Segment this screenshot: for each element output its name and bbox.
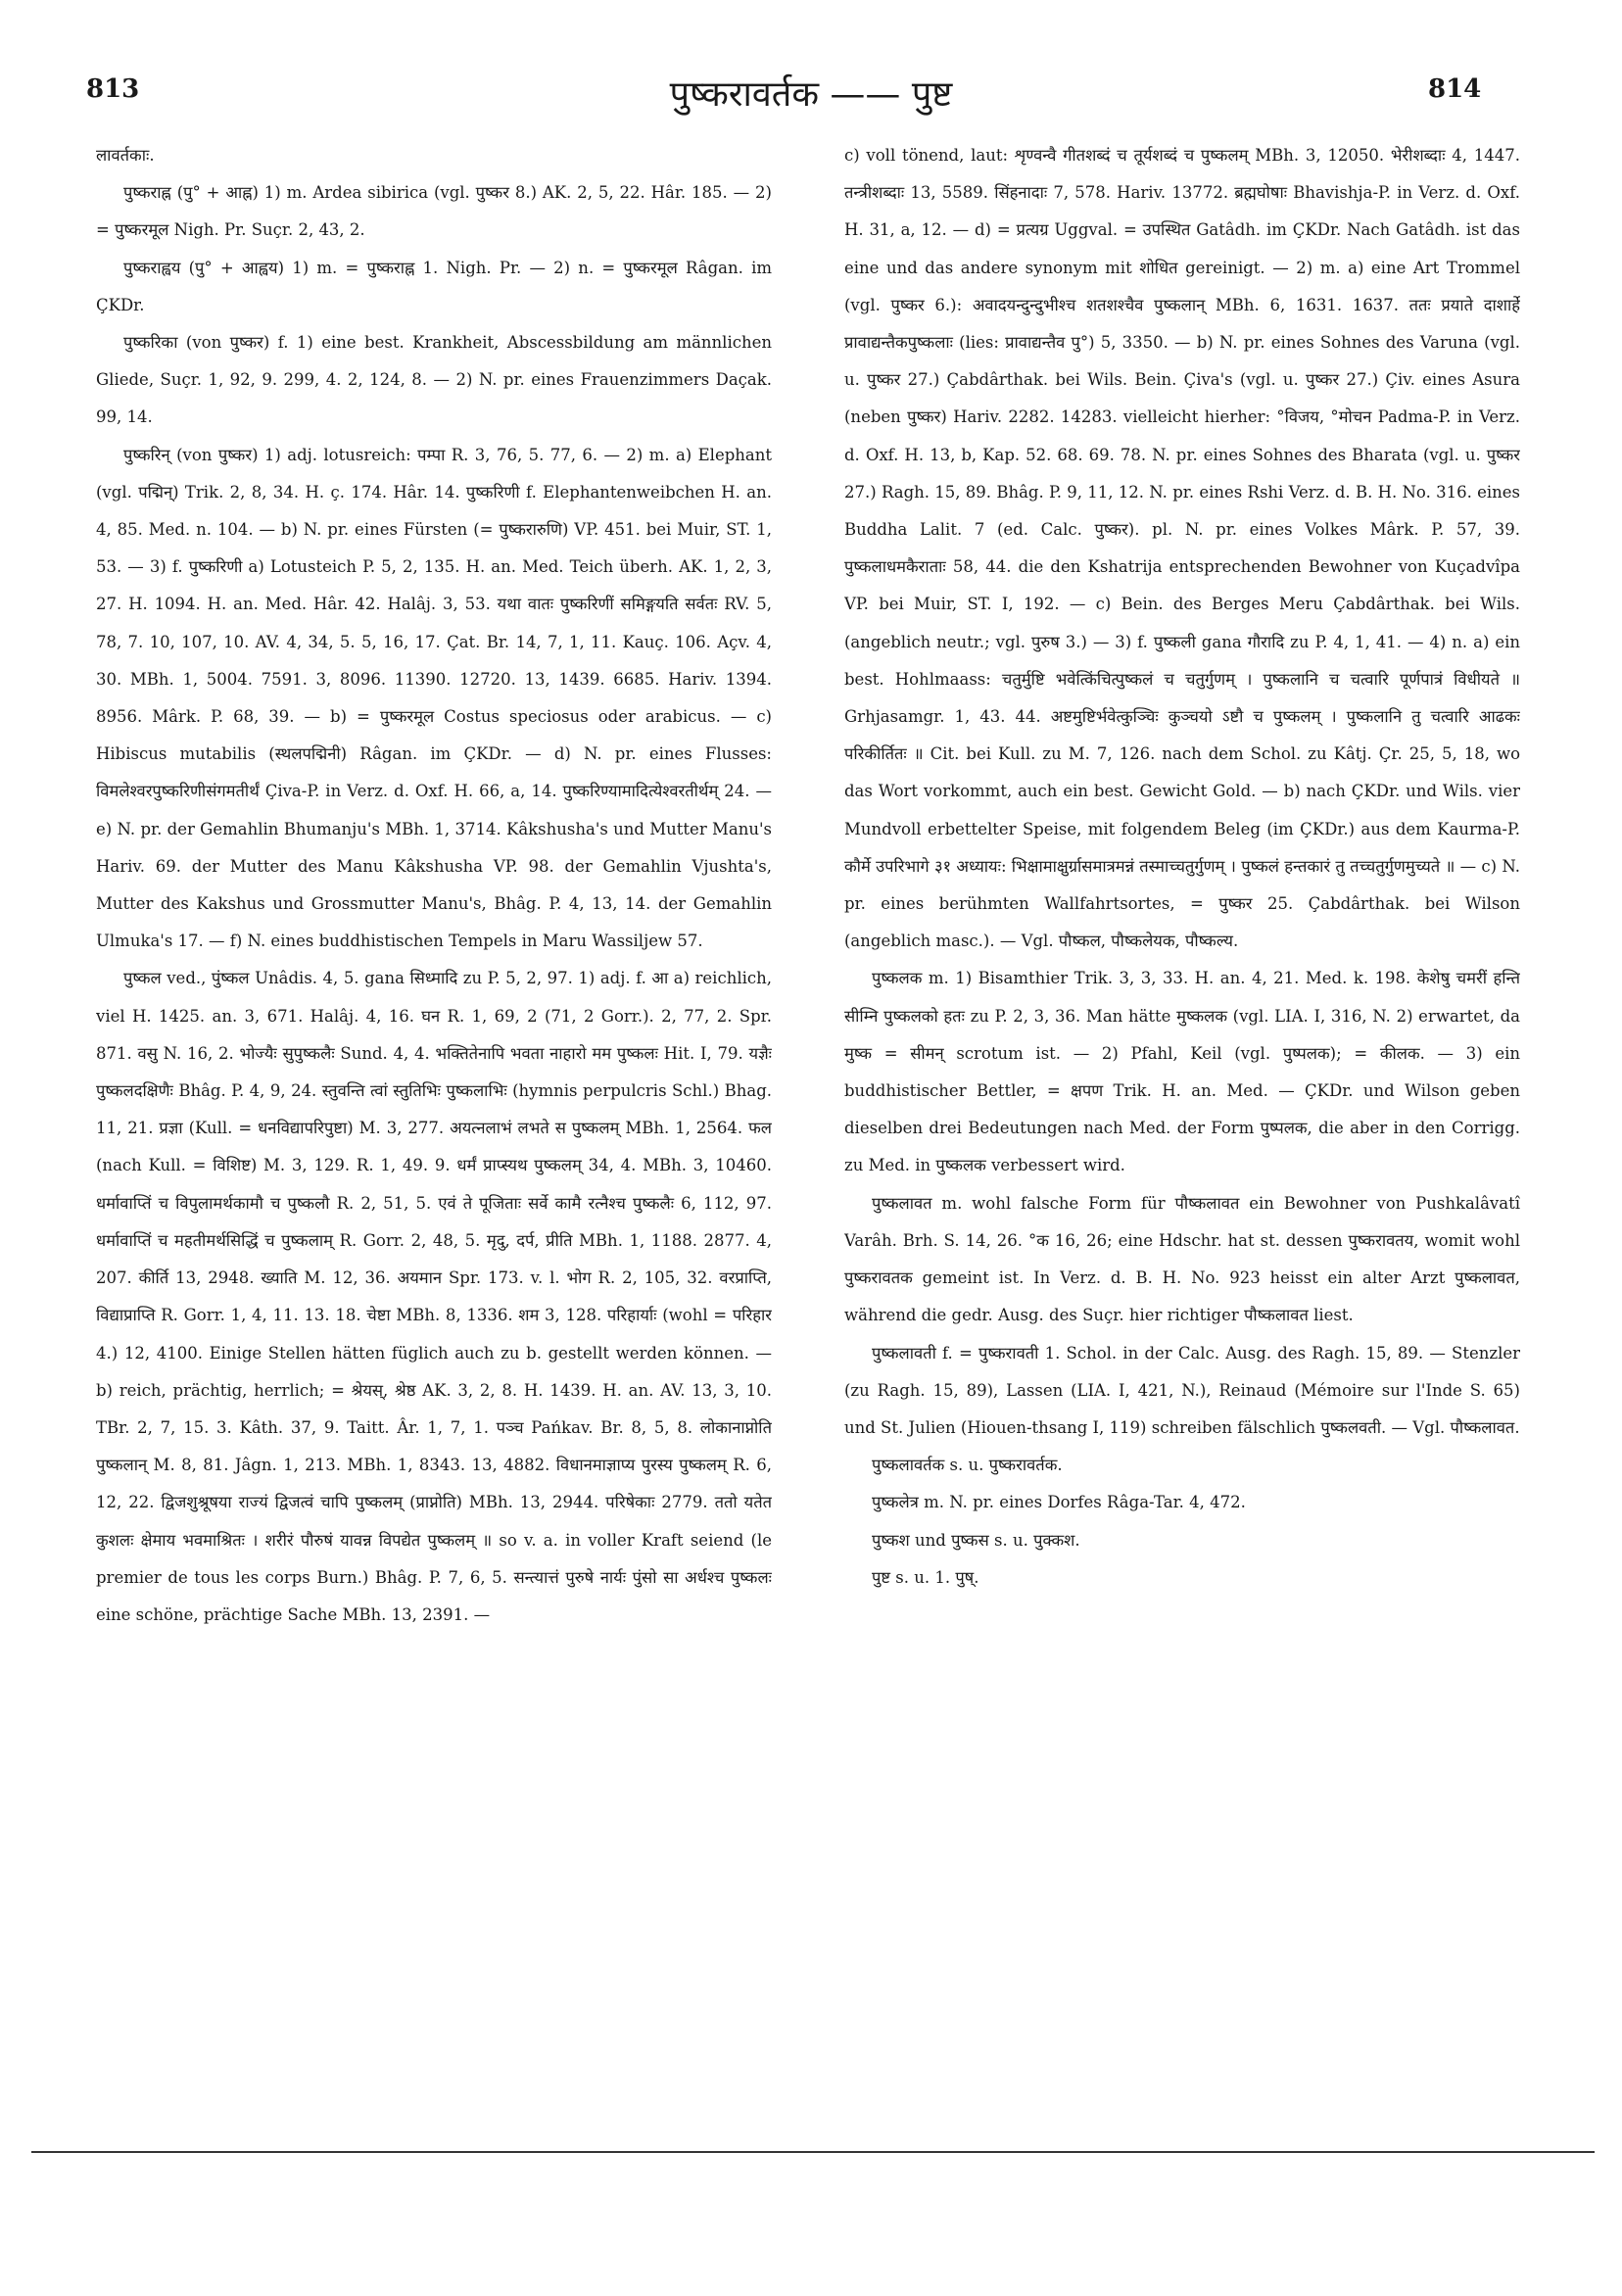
page-number-right: 814 [1428, 74, 1482, 104]
continuation-paragraph: c) voll tönend, laut: शृण्वन्वै गीतशब्दं च तूर्यशब्दं च पुष्कलम् MBh. 3, 12050. भेरीशब्दाः 4, 1447. तन्त्रीशब्दाः 13, 5589. सिंहनादाः 7, 578. Hariv. 13772. ब्रह्मघोषाः Bhavishja-P. in Verz. d. Oxf. H. 31, a, 12. — d) = प्रत्यग्र Uggval. = उपस्थित Gatâdh. im ÇKDr. Nach Gatâdh. ist das eine und das andere synonym mit शोधित gereinigt. — 2) m. a) eine Art Trommel (vgl. पुष्कर 6.): अवादयन्दुन्दुभीश्च शतशश्चैव पुष्कलान् MBh. 6, 1631. 1637. ततः प्रयाते दाशार्हे प्रावाद्यन्तैकपुष्कलाः (lies: प्रावाद्यन्तैव पु°) 5, 3350. — b) N. pr. eines Sohnes des Varuna (vgl. u. पुष्कर 27.) Çabdârthak. bei Wils. Bein. Çiva's (vgl. u. पुष्कर 27.) Çiv. eines Asura (neben पुष्कर) Hariv. 2282. 14283. vielleicht hierher: °विजय, °मोचन Padma-P. in Verz. d. Oxf. H. 13, b, Kap. 52. 68. 69. 78. N. pr. eines Sohnes des Bharata (vgl. u. पुष्कर 27.) Ragh. 15, 89. Bhâg. P. 9, 11, 12. N. pr. eines Rshi Verz. d. B. H. No. 316. eines Buddha Lalit. 7 (ed. Calc. पुष्कर). pl. N. pr. eines Volkes Mârk. P. 57, 39. पुष्कलाधमकैराताः 58, 44. die den Kshatrija entsprechenden Bewohner von Kuçadvîpa VP. bei Muir, ST. I, 192. — c) Bein. des Berges Meru Çabdârthak. bei Wils. (angeblich neutr.; vgl. पुरुष 3.) — 3) f. पुष्कली gana गौरादि zu P. 4, 1, 41. — 4) n. a) ein best. Hohlmaass: चतुर्मुष्टि भवेत्किंचित्पुष्कलं च चतुर्गुणम् । पुष्कलानि च चत्वारि पूर्णपात्रं विधीयते ॥ Grhjasamgr. 1, 43. 44. अष्टमुष्टिर्भवेत्कुञ्चिः कुञ्चयो ऽष्टौ च पुष्कलम् । पुष्कलानि तु चत्वारि आढकः परिकीर्तितः ॥ Cit. bei Kull. zu M. 7, 126. nach dem Schol. zu Kâtj. Çr. 25, 5, 18, wo das Wort vorkommt, auch ein best. Gewicht Gold. — b) nach ÇKDr. und Wils. vier Mundvoll erbettelter Speise, mit folgendem Beleg (im ÇKDr.) aus dem Kaurma-P. कौर्मे उपरिभागे ३१ अध्यायः: भिक्षामाक्षुर्ग्रासमात्रमन्नं तस्माच्चतुर्गुणम् । पुष्कलं हन्तकारं तु तच्चतुर्गुणमुच्यते ॥ — c) N. pr. eines berühmten Wallfahrtsortes, = पुष्कर 25. Çabdârthak. bei Wilson (angeblich masc.). — Vgl. पौष्कल, पौष्कलेयक, पौष्कल्य. [844, 146, 1520, 951]
dictionary-entry: पुष्कलक m. 1) Bisamthier Trik. 3, 3, 33. H. an. 4, 21. Med. k. 198. केशेषु चमरीं हन्ति सीम्नि पुष्कलको हतः zu P. 2, 3, 36. Man hätte मुष्कलक (vgl. LIA. I, 316, N. 2) erwartet, da मुष्क = सीमन् scrotum ist. — 2) Pfahl, Keil (vgl. पुष्पलक); = कीलक. — 3) ein buddhistischer Bettler, = क्षपण Trik. H. an. Med. — ÇKDr. und Wilson geben dieselben drei Bedeutungen nach Med. der Form पुष्पलक, die aber in den Corrigg. zu Med. in पुष्कलक verbessert wird. [844, 969, 1520, 1175]
dictionary-entry: पुष्करिन् (von पुष्कर) 1) adj. lotusreich: पम्पा R. 3, 76, 5. 77, 6. — 2) m. a) Elephant (vgl. पद्मिन्) Trik. 2, 8, 34. H. ç. 174. Hâr. 14. पुष्करिणी f. Elephantenweibchen H. an. 4, 85. Med. n. 104. — b) N. pr. eines Fürsten (= पुष्करारुणि) VP. 451. bei Muir, ST. 1, 53. — 3) f. पुष्करिणी a) Lotusteich P. 5, 2, 135. H. an. Med. Teich überh. AK. 1, 2, 3, 27. H. 1094. H. an. Med. Hâr. 42. Halâj. 3, 53. यथा वातः पुष्करिणीं समिङ्गयति सर्वतः RV. 5, 78, 7. 10, 107, 10. AV. 4, 34, 5. 5, 16, 17. Çat. Br. 14, 7, 1, 11. Kauç. 106. Açv. 4, 30. MBh. 1, 5004. 7591. 3, 8096. 11390. 12720. 13, 1439. 6685. Hariv. 1394. 8956. Mârk. P. 68, 39. — b) = पुष्करमूल Costus speciosus oder arabicus. — c) Hibiscus mutabilis (स्थलपद्मिनी) Râgan. im ÇKDr. — d) N. pr. eines Flusses: विमलेश्वरपुष्करिणीसंगमतीर्थं Çiva-P. in Verz. d. Oxf. H. 66, a, 14. पुष्करिण्यामादित्येश्वरतीर्थम् 24. — e) N. pr. der Gemahlin Bhumanju's MBh. 1, 3714. Kâkshusha's und Mutter Manu's Hariv. 69. der Mutter des Manu Kâkshusha VP. 98. der Gemahlin Vjushta's, Mutter des Kakshus und Grossmutter Manu's, Bhâg. P. 4, 13, 14. der Gemahlin Ulmuka's 17. — f) N. eines buddhistischen Tempels in Maru Wassiljew 57. [96, 445, 772, 951]
dictionary-entry: पुष्कराह्वय (पु° + आह्वय) 1) m. = पुष्कराह्न 1. Nigh. Pr. — 2) n. = पुष्करमूल Râgan. im ÇKDr. [96, 258, 772, 314]
continuation-line: लावर्तकाः. [96, 146, 155, 165]
dictionary-entry: पुष्कलेत्र m. N. pr. eines Dorfes Râga-Tar. 4, 472. [872, 1493, 1246, 1512]
right-column [844, 137, 1520, 2116]
footer-rule [31, 2151, 1595, 2153]
dictionary-entry: पुष्कलावती f. = पुष्करावती 1. Schol. in der Calc. Ausg. des Ragh. 15, 89. — Stenzler (zu Ragh. 15, 89), Lassen (LIA. I, 421, N.), Reinaud (Mémoire sur l'Inde S. 65) und St. Julien (Hiouen-thsang I, 119) schreiben fälschlich पुष्कलवती. — Vgl. पौष्कलावत. [844, 1343, 1520, 1437]
dictionary-entry: पुष्ट s. u. 1. पुष्. [872, 1567, 979, 1587]
dictionary-entry: पुष्करिका (von पुष्कर) f. 1) eine best. Krankheit, Abscessbildung am männlichen Gliede, Suçr. 1, 92, 9. 299, 4. 2, 124, 8. — 2) N. pr. eines Frauenzimmers Daçak. 99, 14. [96, 333, 772, 427]
left-column [96, 137, 772, 2116]
dictionary-entry: पुष्कराह्न (पु° + आह्न) 1) m. Ardea sibirica (vgl. पुष्कर 8.) AK. 2, 5, 22. Hâr. 185. — 2) = पुष्करमूल Nigh. Pr. Suçr. 2, 43, 2. [96, 183, 772, 240]
page-number-left: 813 [86, 74, 140, 104]
page-header [0, 0, 1622, 137]
dictionary-entry: पुष्कलावर्तक s. u. पुष्करावर्तक. [872, 1456, 1063, 1475]
dictionary-entry: पुष्कश und पुष्कस s. u. पुक्कश. [872, 1530, 1080, 1550]
running-head: पुष्करावर्तक —— पुष्ट [669, 74, 953, 115]
dictionary-entry: पुष्कल ved., पुंष्कल Unâdis. 4, 5. gana सिध्मादि zu P. 5, 2, 97. 1) adj. f. आ a) reichlich, viel H. 1425. an. 3, 671. Halâj. 4, 16. घन R. 1, 69, 2 (71, 2 Gorr.). 2, 77, 2. Spr. 871. वसु N. 16, 2. भोज्यैः सुपुष्कलैः Sund. 4, 4. भक्तितेनापि भवता नाहारो मम पुष्कलः Hit. I, 79. यज्ञैः पुष्कलदक्षिणैः Bhâg. P. 4, 9, 24. स्तुवन्ति त्वां स्तुतिभिः पुष्कलाभिः (hymnis perpulcris Schl.) Bhag. 11, 21. प्रज्ञा (Kull. = धनविद्यापरिपुष्टा) M. 3, 277. अयत्नलाभं लभते स पुष्कलम् MBh. 1, 2564. फल (nach Kull. = विशिष्ट) M. 3, 129. R. 1, 49. 9. धर्मं प्राप्स्यथ पुष्कलम् 34, 4. MBh. 3, 10460. धर्मावाप्तिं च विपुलामर्थकामौ च पुष्कलौ R. 2, 51, 5. एवं ते पूजिताः सर्वे कामै रत्नैश्च पुष्कलैः 6, 112, 97. धर्मावाप्तिं च महतीमर्थसिद्धिं च पुष्कलाम् R. Gorr. 2, 48, 5. मृदु, दर्प, प्रीति MBh. 1, 1188. 2877. 4, 207. कीर्ति 13, 2948. ख्याति M. 12, 36. अयमान Spr. 173. v. l. भोग R. 2, 105, 32. वरप्राप्ति, विद्याप्राप्ति R. Gorr. 1, 4, 11. 13. 18. चेष्टा MBh. 8, 1336. शम 3, 128. परिहार्याः (wohl = परिहार 4.) 12, 4100. Einige Stellen hätten füglich auch zu b. gestellt werden können. — b) reich, prächtig, herrlich; = श्रेयस्, श्रेष्ठ AK. 3, 2, 8. H. 1439. H. an. AV. 13, 3, 10. TBr. 2, 7, 15. 3. Kâth. 37, 9. Taitt. Âr. 1, 7, 1. पञ्च Pańkav. Br. 8, 5, 8. लोकानाप्नोति पुष्कलान् M. 8, 81. Jâgn. 1, 213. MBh. 1, 8343. 13, 4882. विधानमाज्ञाप्य पुरस्य पुष्कलम् R. 6, 12, 22. द्विजशुश्रूषया राज्यं द्विजत्वं चापि पुष्कलम् (प्राप्नोति) MBh. 13, 2944. परिषेकाः 2779. ततो यतेत कुशलः क्षेमाय भवमाश्रितः । शरीरं पौरुषं यावन्न विपद्येत पुष्कलम् ॥ so v. a. in voller Kraft seiend (le premier de tous les corps Burn.) Bhâg. P. 7, 6, 5. सन्त्यात्तं पुरुषे नार्यः पुंसो सा अर्धश्च पुष्कलः eine schöne, prächtige Sache MBh. 13, 2391. — [96, 969, 772, 1624]
dictionary-entry: पुष्कलावत m. wohl falsche Form für पौष्कलावत ein Bewohner von Pushkalâvatî Varâh. Brh. S. 14, 26. °क 16, 26; eine Hdschr. hat st. dessen पुष्करावतय, womit wohl पुष्करावतक gemeint ist. In Verz. d. B. H. No. 923 heisst ein alter Arzt पुष्कलावत, während die gedr. Ausg. des Suçr. hier richtiger पौष्कलावत liest. [844, 1193, 1520, 1325]
